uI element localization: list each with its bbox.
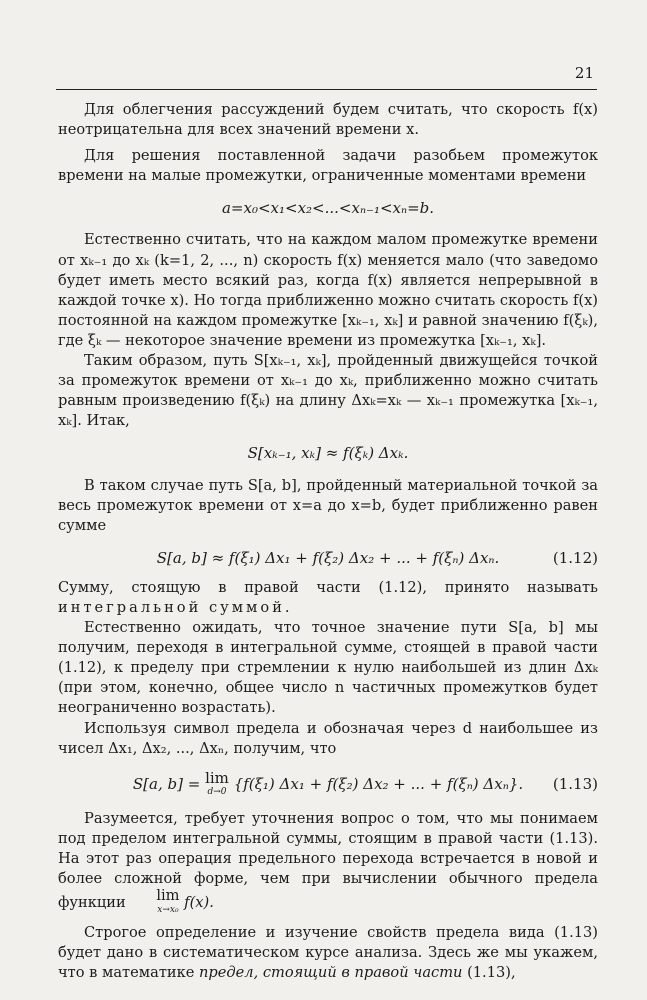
emphasized-term: интегральной суммой. xyxy=(58,598,293,616)
equation-number: (1.12) xyxy=(552,548,598,567)
limit-symbol: lim xyxy=(156,887,180,905)
limit-operator xyxy=(205,768,229,799)
formula-partition: a=x₀<x₁<x₂<...<xₙ₋₁<xₙ=b. xyxy=(221,199,435,218)
paragraph: Для решения поставленной задачи разобьем промежуток времени на малые промежутки, ограниченные моментами времени xyxy=(58,147,598,185)
formula-1-13 xyxy=(58,768,598,799)
limit-symbol: lim xyxy=(205,768,229,787)
paragraph-text: f(x). xyxy=(179,894,214,912)
paragraph: В таком случае путь S[a, b], пройденный материальной точкой за весь промежуток времени от x=a до x=b, будет приближенно равен сумме xyxy=(58,476,598,534)
paragraph: Таким образом, путь S[xₖ₋₁, xₖ], пройденный движущейся точкой за промежуток времени от xₖ₋₁ до xₖ, приближенно можно считать равным произведению f(ξₖ) на длину Δxₖ=xₖ — xₖ₋₁ промежутка [xₖ₋₁, xₖ]. Итак, xyxy=(58,352,598,430)
page-body xyxy=(58,100,598,983)
emphasized-text: предел, стоящий в правой части xyxy=(199,964,463,982)
limit-operator xyxy=(130,889,179,917)
formula-1-12 xyxy=(58,548,598,568)
paragraph: Используя символ предела и обозначая через d наибольшее из чисел Δx₁, Δx₂, ..., Δxₙ, получим, что xyxy=(58,719,598,757)
equation-number: (1.13) xyxy=(552,774,598,793)
limit-subscript: d→0 xyxy=(207,786,227,797)
limit-subscript: x→x₀ xyxy=(157,905,179,916)
paragraph-text: Разумеется, требует уточнения вопрос о том, что мы понимаем под пределом интегральной суммы, стоящим в правой части (1.13). На этот раз операция предельного перехода встречается в новой и более сложной форме, чем при вычислении обычного предела функции xyxy=(58,809,598,912)
formula-expression: S[a, b] ≈ f(ξ₁) Δx₁ + f(ξ₂) Δx₂ + ... + f(ξₙ) Δxₙ. xyxy=(156,548,500,567)
page-number: 21 xyxy=(574,64,594,82)
paragraph: Для облегчения рассуждений будем считать, что скорость f(x) неотрицательна для всех значений времени x. xyxy=(58,101,598,139)
paragraph-text: Строгое определение и изучение свойств предела вида (1.13) будет дано в систематическом курсе анализа. Здесь же мы укажем, что в математике xyxy=(58,924,598,982)
paragraph: Естественно ожидать, что точное значение пути S[a, b] мы получим, переходя в интегральной сумме, стоящей в правой части (1.12), к пределу при стремлении к нулю наибольшей из длин Δxₖ (при этом, конечно, общее число n частичных промежутков будет неограниченно возрастать). xyxy=(58,619,598,717)
paragraph: Естественно считать, что на каждом малом промежутке времени от xₖ₋₁ до xₖ (k=1, 2, ..., n) скорость f(x) меняется мало (что заведомо будет иметь место всякий раз, когда f(x) является непрерывной в каждой точке x). Но тогда приближенно можно считать скорость f(x) постоянной на каждом промежутке [xₖ₋₁, xₖ] и равной значению f(ξₖ), где ξₖ — некоторое значение времени из промежутка [xₖ₋₁, xₖ]. xyxy=(58,231,598,349)
header-rule xyxy=(56,89,597,90)
paragraph xyxy=(58,923,598,983)
paragraph xyxy=(58,578,598,618)
paragraph xyxy=(58,809,598,917)
formula-approx-path: S[xₖ₋₁, xₖ] ≈ f(ξₖ) Δxₖ. xyxy=(247,444,409,463)
paragraph-text: Сумму, стоящую в правой части (1.12), принято называть xyxy=(58,578,598,596)
formula-left: S[a, b] = xyxy=(132,774,201,793)
paragraph-text: (1.13), xyxy=(462,964,516,982)
formula-right: {f(ξ₁) Δx₁ + f(ξ₂) Δx₂ + ... + f(ξₙ) Δxₙ}. xyxy=(233,774,524,793)
formula-expression xyxy=(58,768,538,799)
